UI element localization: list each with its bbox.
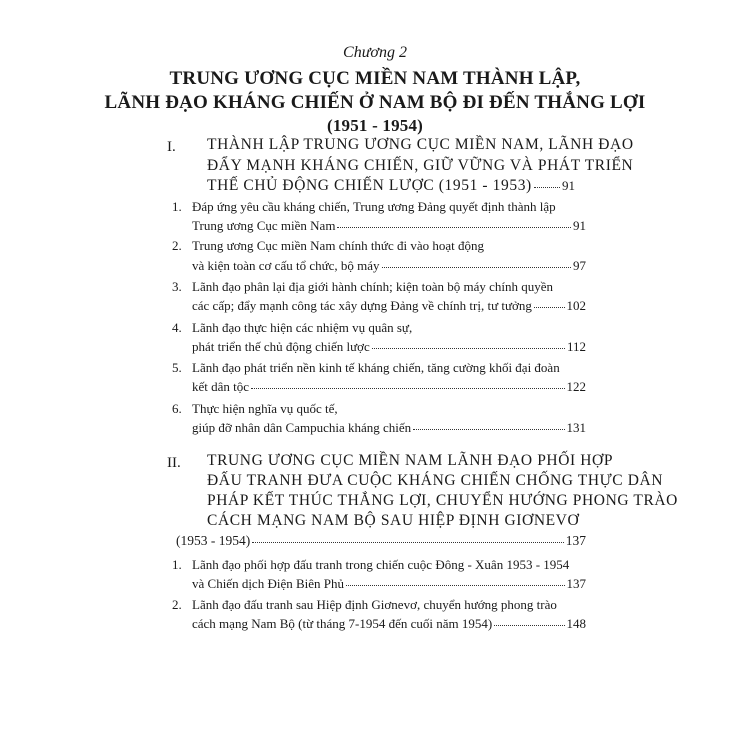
section-heading-line: TRUNG ƯƠNG CỤC MIỀN NAM LÃNH ĐẠO PHỐI HỢP [207,452,614,469]
item-number: 2. [172,238,182,253]
chapter-title-line-1: TRUNG ƯƠNG CỤC MIỀN NAM THÀNH LẬP, [169,68,581,89]
item-number: 5. [172,360,182,375]
dot-leader [494,615,564,626]
toc-entry-leader[interactable] [176,533,586,549]
page-number: 148 [566,616,586,631]
item-number: 3. [172,279,182,294]
page-number: 102 [566,298,586,313]
item-text-line: Trung ương Cục miền Nam chính thức đi vào hoạt động [192,238,485,253]
item-text-line: Thực hiện nghĩa vụ quốc tế, [192,401,338,416]
item-number: 1. [172,199,182,214]
dot-leader [382,257,571,268]
toc-entry-leader[interactable] [192,616,586,632]
item-text-line: Lãnh đạo phát triển nền kinh tế kháng chiến, tăng cường khối đại đoàn [192,360,560,375]
item-number: 1. [172,557,182,572]
section-number: I. [167,139,176,155]
toc-entry-leader[interactable] [192,258,586,274]
section-heading-line: (1953 - 1954) [176,533,251,548]
toc-entry-leader[interactable] [192,379,586,395]
page-number: 137 [565,533,586,548]
toc-entry-leader[interactable] [207,177,575,195]
section-heading-line: THÀNH LẬP TRUNG ƯƠNG CỤC MIỀN NAM, LÃNH ĐẠO [207,136,634,153]
item-text-line: và kiện toàn cơ cấu tổ chức, bộ máy [192,258,380,273]
page-number: 131 [566,420,586,435]
dot-leader [372,338,565,349]
dot-leader [346,575,564,586]
item-text-line: giúp đỡ nhân dân Campuchia kháng chiến [192,420,412,435]
item-text-line: các cấp; đẩy mạnh công tác xây dựng Đảng về chính trị, tư tưởng [192,298,532,313]
item-number: 4. [172,320,182,335]
toc-entry-leader[interactable] [192,218,586,234]
toc-entry-leader[interactable] [192,576,586,592]
dot-leader [534,297,565,308]
dot-leader [534,175,560,188]
item-text-line: cách mạng Nam Bộ (từ tháng 7-1954 đến cuối năm 1954) [192,616,493,631]
page-number: 112 [566,339,586,354]
dot-leader [251,378,564,389]
section-heading-line: CÁCH MẠNG NAM BỘ SAU HIỆP ĐỊNH GIƠNEVƠ [207,512,580,529]
dot-leader [337,217,571,228]
section-number: II. [167,455,181,471]
item-text-line: Lãnh đạo thực hiện các nhiệm vụ quân sự, [192,320,413,335]
item-text-line: Lãnh đạo phối hợp đấu tranh trong chiến cuộc Đông - Xuân 1953 - 1954 [192,557,570,572]
item-text-line: Đáp ứng yêu cầu kháng chiến, Trung ương Đảng quyết định thành lập [192,199,556,214]
item-text-line: kết dân tộc [192,379,250,394]
section-heading-line: THẾ CHỦ ĐỘNG CHIẾN LƯỢC (1951 - 1953) [207,177,532,195]
dot-leader [252,531,564,543]
item-text-line: và Chiến dịch Điện Biên Phủ [192,576,345,591]
section-heading-line: PHÁP KẾT THÚC THẮNG LỢI, CHUYỂN HƯỚNG PHONG TRÀO [207,492,678,509]
page-number: 91 [562,178,575,194]
toc-entry-leader[interactable] [192,420,586,436]
item-text-line: Lãnh đạo đấu tranh sau Hiệp định Giơnevơ, chuyển hướng phong trào [192,597,557,612]
item-text-line: phát triển thế chủ động chiến lược [192,339,370,354]
chapter-title-line-3: (1951 - 1954) [326,116,424,135]
item-number: 6. [172,401,182,416]
chapter-label: Chương 2 [343,44,407,61]
chapter-title-line-2: LÃNH ĐẠO KHÁNG CHIẾN Ở NAM BỘ ĐI ĐẾN THẮNG LỢI [104,92,646,113]
item-number: 2. [172,597,182,612]
section-heading-line: ĐẤU TRANH ĐƯA CUỘC KHÁNG CHIẾN CHỐNG THỰC DÂN [207,472,664,489]
item-text-line: Trung ương Cục miền Nam [192,218,336,233]
section-heading-line: ĐẨY MẠNH KHÁNG CHIẾN, GIỮ VỮNG VÀ PHÁT TRIỂN [207,157,634,174]
page-number: 97 [573,258,586,273]
toc-entry-leader[interactable] [192,339,586,355]
toc-entry-leader[interactable] [192,298,586,314]
page-number: 137 [566,576,586,591]
page-number: 122 [566,379,586,394]
item-text-line: Lãnh đạo phân lại địa giới hành chính; kiện toàn bộ máy chính quyền [192,279,554,294]
page-number: 91 [573,218,586,233]
dot-leader [413,419,564,430]
